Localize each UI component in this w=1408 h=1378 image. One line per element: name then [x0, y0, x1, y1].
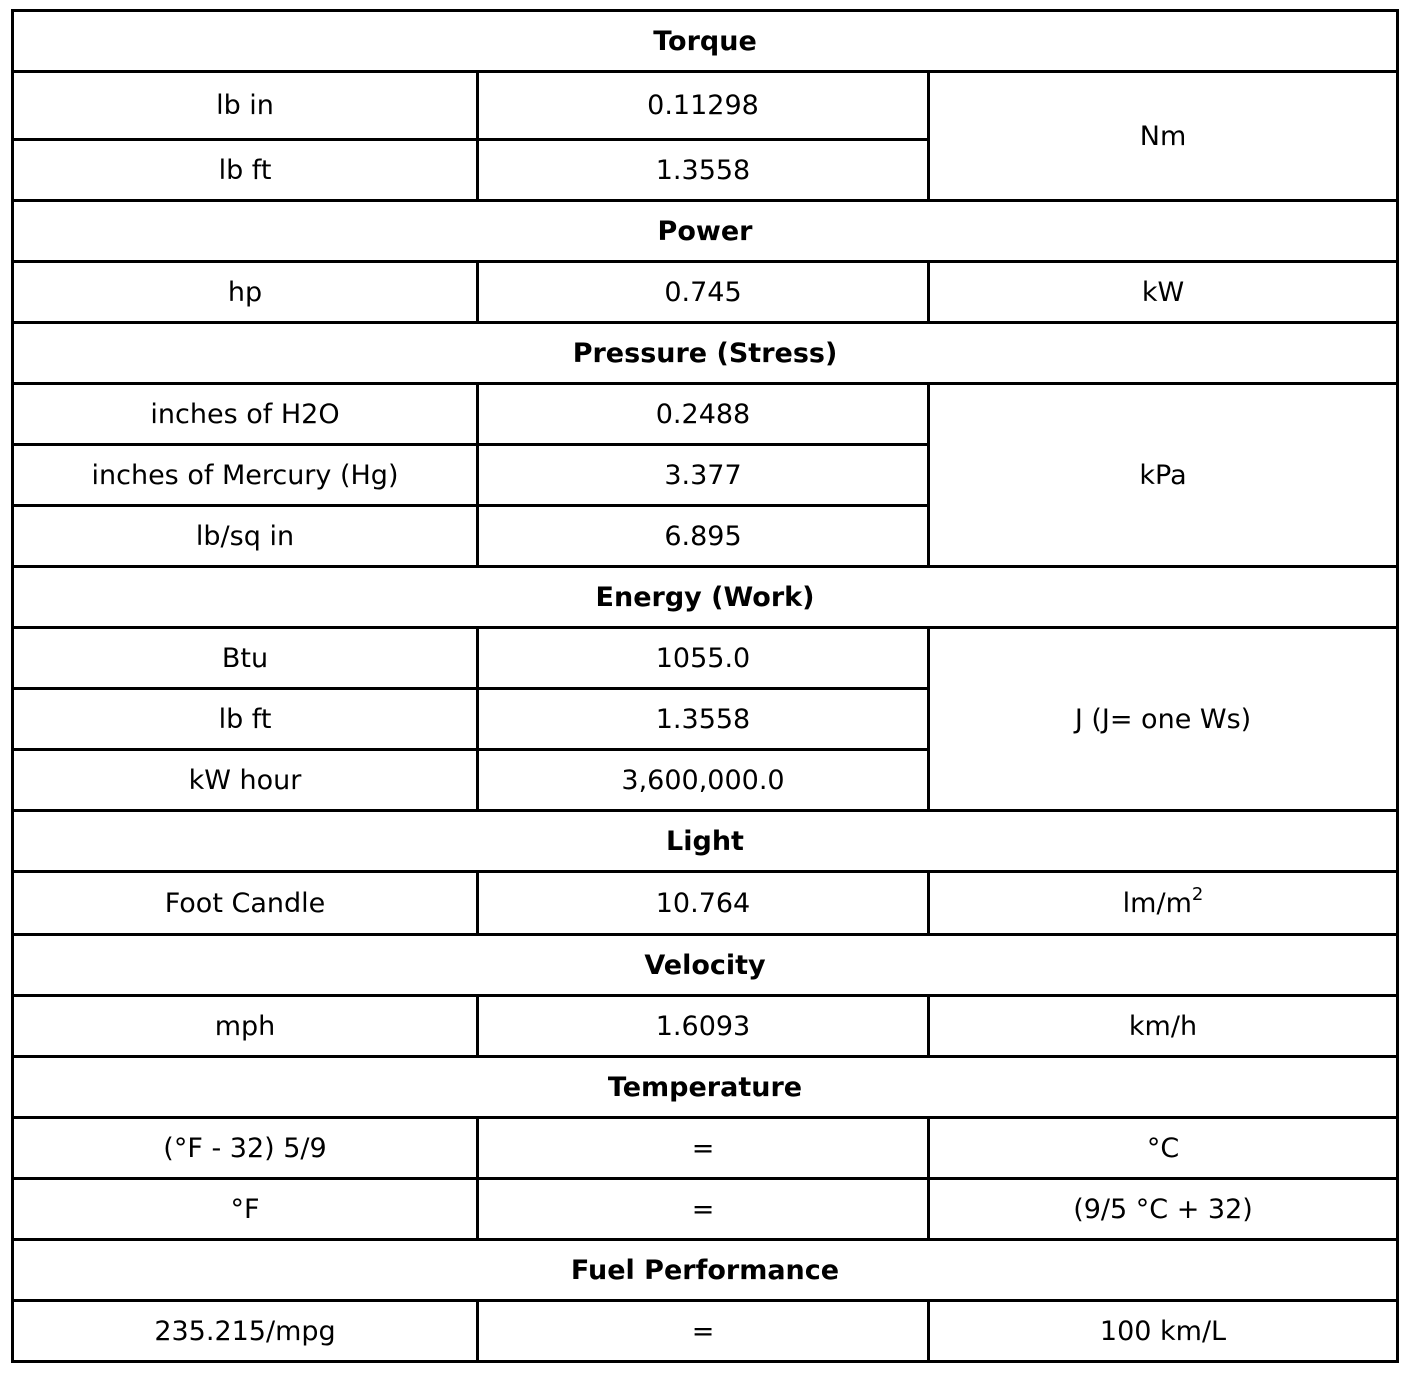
table-row — [13, 1301, 1398, 1362]
factor-cell: = — [478, 1179, 929, 1240]
to-unit-cell: kW — [929, 262, 1398, 323]
from-unit-cell: 235.215/mpg — [13, 1301, 478, 1362]
from-unit-cell: inches of Mercury (Hg) — [13, 445, 478, 506]
from-unit-cell: mph — [13, 996, 478, 1057]
from-unit-cell: lb ft — [13, 140, 478, 201]
factor-cell: 1055.0 — [478, 628, 929, 689]
table-row — [13, 628, 1398, 689]
section-title-pressure: Pressure (Stress) — [13, 323, 1398, 384]
from-unit-cell: (°F - 32) 5/9 — [13, 1118, 478, 1179]
table-row — [13, 262, 1398, 323]
to-unit-cell — [929, 872, 1398, 935]
factor-cell: 3,600,000.0 — [478, 750, 929, 811]
factor-cell: 6.895 — [478, 506, 929, 567]
table-row — [13, 1118, 1398, 1179]
section-title-light: Light — [13, 811, 1398, 872]
factor-cell: 3.377 — [478, 445, 929, 506]
section-header-row — [13, 811, 1398, 872]
from-unit-cell: Foot Candle — [13, 872, 478, 935]
from-unit-cell: lb in — [13, 72, 478, 140]
from-unit-cell: inches of H2O — [13, 384, 478, 445]
section-header-row — [13, 323, 1398, 384]
table-row — [13, 1179, 1398, 1240]
section-header-row — [13, 1057, 1398, 1118]
factor-cell: 0.745 — [478, 262, 929, 323]
unit-conversion-table — [11, 9, 1399, 1363]
section-title-power: Power — [13, 201, 1398, 262]
section-title-energy: Energy (Work) — [13, 567, 1398, 628]
table-row — [13, 72, 1398, 140]
to-unit-cell: km/h — [929, 996, 1398, 1057]
to-unit-cell: °C — [929, 1118, 1398, 1179]
from-unit-cell: hp — [13, 262, 478, 323]
section-header-row — [13, 201, 1398, 262]
factor-cell: 0.2488 — [478, 384, 929, 445]
section-title-fuel-performance: Fuel Performance — [13, 1240, 1398, 1301]
factor-cell: = — [478, 1301, 929, 1362]
to-unit-cell: 100 km/L — [929, 1301, 1398, 1362]
to-unit-cell: J (J= one Ws) — [929, 628, 1398, 811]
to-unit-cell: kPa — [929, 384, 1398, 567]
from-unit-cell: lb ft — [13, 689, 478, 750]
from-unit-cell: °F — [13, 1179, 478, 1240]
section-title-velocity: Velocity — [13, 935, 1398, 996]
to-unit-text: lm/m — [1122, 887, 1192, 919]
table-row — [13, 384, 1398, 445]
table-row — [13, 996, 1398, 1057]
section-header-row — [13, 567, 1398, 628]
factor-cell: 10.764 — [478, 872, 929, 935]
section-header-row — [13, 935, 1398, 996]
section-header-row — [13, 11, 1398, 72]
factor-cell: 0.11298 — [478, 72, 929, 140]
section-title-torque: Torque — [13, 11, 1398, 72]
factor-cell: 1.3558 — [478, 140, 929, 201]
from-unit-cell: lb/sq in — [13, 506, 478, 567]
section-header-row — [13, 1240, 1398, 1301]
from-unit-cell: kW hour — [13, 750, 478, 811]
factor-cell: 1.6093 — [478, 996, 929, 1057]
to-unit-cell: (9/5 °C + 32) — [929, 1179, 1398, 1240]
to-unit-cell: Nm — [929, 72, 1398, 201]
from-unit-cell: Btu — [13, 628, 478, 689]
table-row — [13, 872, 1398, 935]
factor-cell: 1.3558 — [478, 689, 929, 750]
section-title-temperature: Temperature — [13, 1057, 1398, 1118]
unit-superscript: 2 — [1191, 883, 1204, 905]
factor-cell: = — [478, 1118, 929, 1179]
